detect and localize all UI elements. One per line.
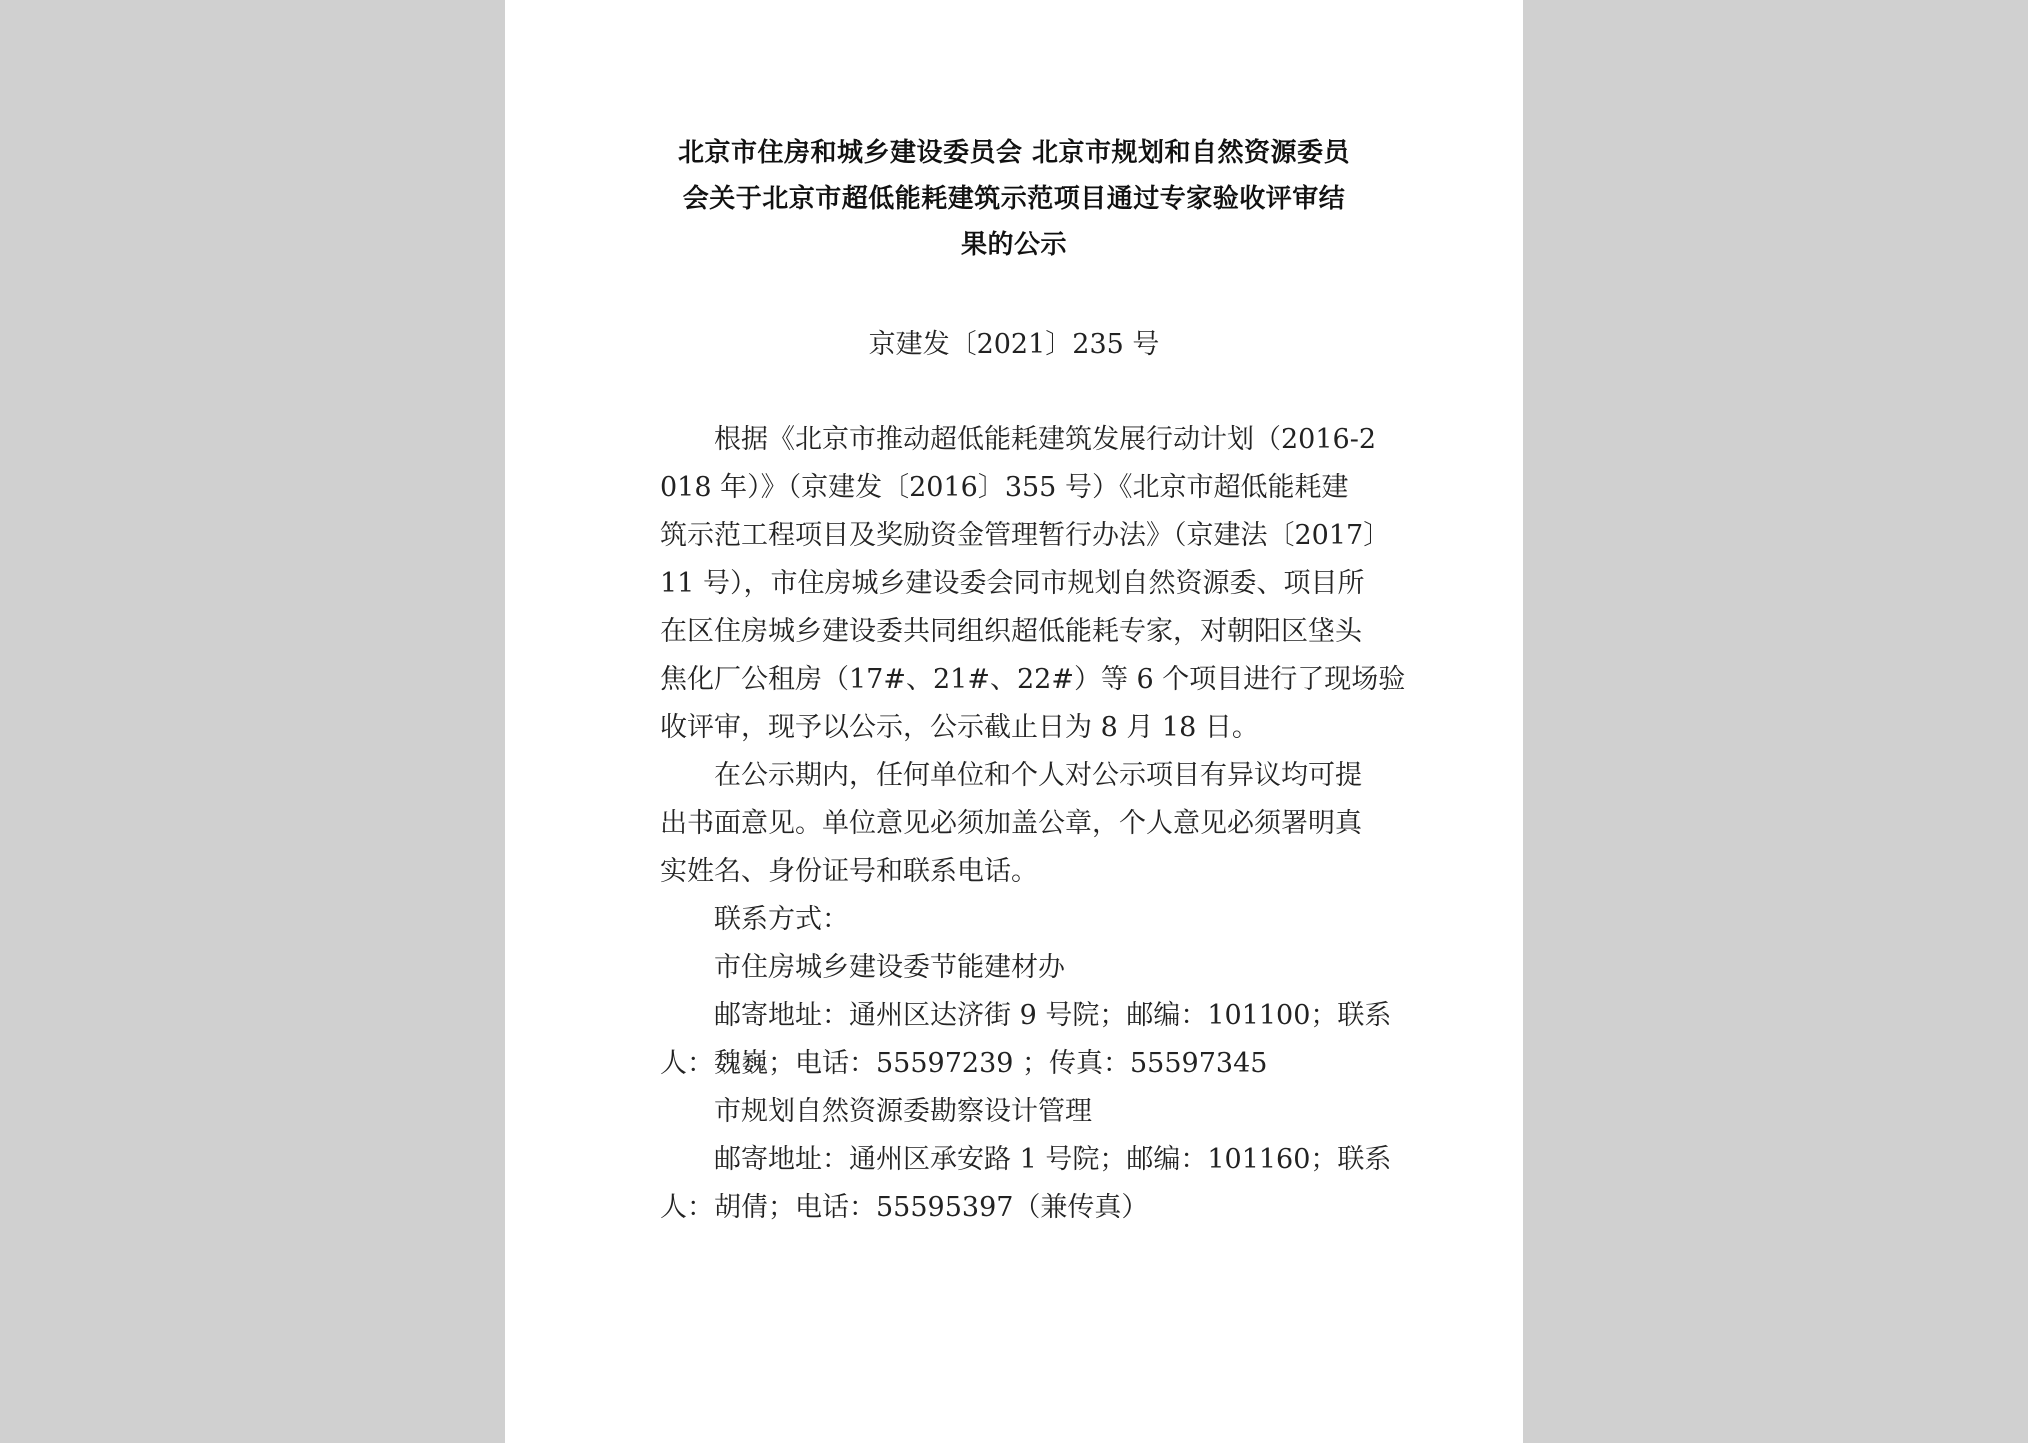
- body-line: 在公示期内，任何单位和个人对公示项目有异议均可提: [714, 760, 1362, 791]
- body-line: 根据《北京市推动超低能耗建筑发展行动计划（2016-2: [714, 424, 1377, 455]
- body-line: 018 年）》（京建发〔2016〕355 号）《北京市超低能耗建: [660, 472, 1349, 503]
- contact-address: 邮寄地址：通州区承安路 1 号院；邮编：101160；联系: [714, 1144, 1392, 1175]
- body-line: 11 号），市住房城乡建设委会同市规划自然资源委、项目所: [660, 568, 1365, 599]
- document-number: 京建发〔2021〕235 号: [868, 329, 1160, 360]
- contact-office: 市规划自然资源委勘察设计管理: [714, 1096, 1092, 1127]
- contact-person: 人：魏巍；电话：55597239 ；传真：55597345: [660, 1048, 1268, 1079]
- body-line: 焦化厂公租房（17#、21#、22#）等 6 个项目进行了现场验: [660, 664, 1406, 695]
- body-line: 实姓名、身份证号和联系电话。: [660, 856, 1038, 887]
- body-line: 筑示范工程项目及奖励资金管理暂行办法》（京建法〔2017〕: [660, 520, 1391, 551]
- body-line: 收评审，现予以公示，公示截止日为 8 月 18 日。: [660, 712, 1259, 743]
- contact-address: 邮寄地址：通州区达济街 9 号院；邮编：101100；联系: [714, 1000, 1392, 1031]
- document-page: [505, 0, 1523, 1443]
- title-line: 果的公示: [960, 230, 1067, 260]
- title-line: 北京市住房和城乡建设委员会 北京市规划和自然资源委员: [677, 138, 1351, 168]
- body-line: 出书面意见。单位意见必须加盖公章，个人意见必须署明真: [660, 808, 1362, 839]
- body-line: 在区住房城乡建设委共同组织超低能耗专家，对朝阳区垡头: [660, 616, 1362, 647]
- document-title: [505, 130, 1523, 268]
- contact-heading: 联系方式：: [714, 904, 849, 935]
- title-line: 会关于北京市超低能耗建筑示范项目通过专家验收评审结: [682, 184, 1346, 214]
- contact-office: 市住房城乡建设委节能建材办: [714, 952, 1065, 983]
- contact-person: 人：胡倩；电话：55595397（兼传真）: [660, 1192, 1149, 1223]
- document-body: [660, 416, 1406, 1232]
